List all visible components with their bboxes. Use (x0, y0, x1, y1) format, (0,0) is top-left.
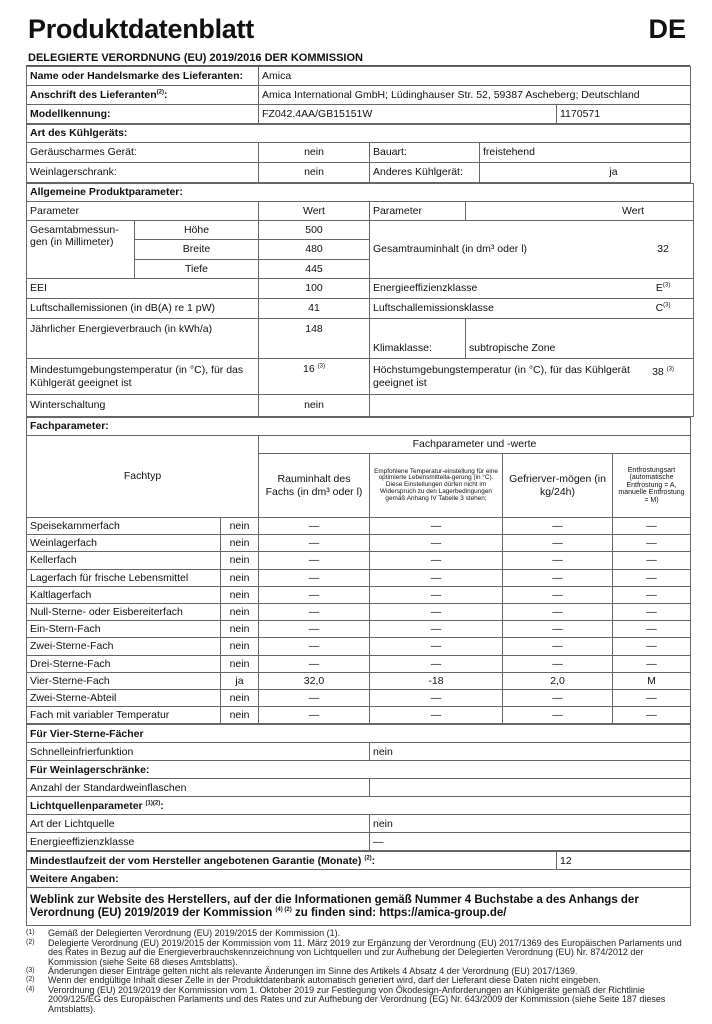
appliance-type-heading: Art des Kühlgeräts: (27, 125, 691, 143)
compartment-temperature: — (370, 689, 503, 706)
compartment-row (27, 689, 691, 706)
compartment-freezing: — (503, 638, 613, 655)
compartment-name: Kellerfach (27, 552, 221, 569)
compartment-present: nein (221, 603, 259, 620)
dimensions-label: Gesamtabmessun-gen (in Millimeter) (27, 221, 135, 279)
compartment-volume: — (259, 586, 370, 603)
freezing-capacity-header: Gefrierver-mögen (in kg/24h) (503, 454, 613, 518)
compartment-freezing: — (503, 535, 613, 552)
winter-switch-label: Winterschaltung (27, 395, 259, 417)
footnote (26, 939, 690, 967)
volume-value: 32 (657, 243, 669, 256)
compartment-freezing: — (503, 518, 613, 535)
warranty-value: 12 (557, 852, 691, 870)
compartment-temperature: — (370, 638, 503, 655)
max-temp-label: Höchstumgebungstemperatur (in °C), für das Kühlgerät geeignet ist (373, 364, 630, 389)
supplier-name: Amica (259, 67, 691, 86)
min-temp-label: Mindestumgebungstemperatur (in °C), für das Kühlgerät geeignet ist (27, 359, 259, 395)
compartment-row (27, 655, 691, 672)
compartment-freezing: 2,0 (503, 672, 613, 689)
compartment-name: Drei-Sterne-Fach (27, 655, 221, 672)
other-appliance-value: ja (480, 163, 691, 183)
design-value: freistehend (480, 143, 691, 163)
supplier-table (26, 66, 691, 124)
compartment-present: nein (221, 586, 259, 603)
light-class-label: Energieeffizienzklasse (27, 833, 370, 851)
manufacturer-weblink: Weblink zur Website des Herstellers, auf der die Informationen gemäß Nummer 4 Buchstabe a des Anhangs der Verordnung (EU) 2019/2019 der Kommission $^{(4) (2)}$ zu finden sind: https://amica-group.de/ (27, 888, 691, 926)
compartment-temperature: -18 (370, 672, 503, 689)
max-temp-value: 38 $^{(3)}$ (652, 366, 675, 379)
compartment-defrost: — (613, 518, 691, 535)
compartment-volume: — (259, 621, 370, 638)
compartment-volume: — (259, 707, 370, 724)
compartment-freezing: — (503, 707, 613, 724)
noise-label: Luftschallemissionen (in dB(A) re 1 pW) (27, 299, 259, 319)
footnote-text: Delegierte Verordnung (EU) 2019/2015 der Kommission vom 11. März 2019 zur Ergänzung der Verordnung (EU) 2017/1369 des Europäischen Parlaments und des Rates in Bezug auf die Energieverbrauchskennzeichnung von Lichtquellen und zur Aufhebung der Delegierten Verordnung (EU) Nr. 874/2012 der Kommission (siehe Seite 68 dieses Amtsblatts). (48, 937, 682, 967)
light-type-label: Art der Lichtquelle (27, 815, 370, 833)
compartment-present: nein (221, 621, 259, 638)
compartment-freezing: — (503, 569, 613, 586)
compartment-temperature: — (370, 707, 503, 724)
compartment-row (27, 518, 691, 535)
compartment-temperature: — (370, 552, 503, 569)
warranty-table (26, 851, 691, 926)
other-appliance-label: Anderes Kühlgerät: (370, 163, 480, 183)
compartment-volume: — (259, 552, 370, 569)
compartment-defrost: — (613, 621, 691, 638)
compartment-row (27, 672, 691, 689)
additional-parameters-table (26, 724, 691, 851)
footnote-text: Verordnung (EU) 2019/2019 der Kommission vom 1. Oktober 2019 zur Festlegung von Ökodesign-Anforderungen an Kühlgeräte gemäß der Richtlinie 2009/125/EG des Europäischen Parlaments und des Rates und zur Aufhebung der Verordnung (EG) Nr. 643/2009 der Kommission (siehe Seite 187 dieses Amtsblatts). (48, 984, 666, 1014)
warranty-label: Mindestlaufzeit der vom Hersteller angebotenen Garantie (Monate) $^{(2)}$: (27, 852, 557, 870)
depth-value: 445 (259, 259, 370, 278)
compartment-name: Null-Sterne- oder Eisbereiterfach (27, 603, 221, 620)
compartment-volume: — (259, 638, 370, 655)
compartment-defrost: — (613, 569, 691, 586)
footnotes (26, 929, 690, 1014)
compartment-row (27, 552, 691, 569)
compartment-temperature: — (370, 518, 503, 535)
energy-consumption-label: Jährlicher Energieverbrauch (in kWh/a) (27, 319, 259, 359)
compartment-temperature: — (370, 586, 503, 603)
supplier-address-label: Anschrift des Lieferanten$^{(2)}$: (27, 86, 259, 105)
compartment-row (27, 569, 691, 586)
compartment-row (27, 638, 691, 655)
header (26, 0, 690, 50)
volume-header: Rauminhalt des Fachs (in dm³ oder l) (259, 454, 370, 518)
compartment-name: Ein-Stern-Fach (27, 621, 221, 638)
compartment-defrost: — (613, 586, 691, 603)
compartment-row (27, 586, 691, 603)
footnote-number: (4) (26, 985, 35, 993)
compartment-name: Zwei-Sterne-Fach (27, 638, 221, 655)
compartment-name: Vier-Sterne-Fach (27, 672, 221, 689)
compartment-present: nein (221, 689, 259, 706)
compartment-freezing: — (503, 689, 613, 706)
compartment-temperature: — (370, 603, 503, 620)
energy-class-value: $E^{(3)}$ (655, 282, 671, 295)
noise-value: 41 (259, 299, 370, 319)
compartment-freezing: — (503, 621, 613, 638)
compartment-temperature: — (370, 569, 503, 586)
compartment-name: Speisekammerfach (27, 518, 221, 535)
design-label: Bauart: (370, 143, 480, 163)
light-type-value: nein (370, 815, 691, 833)
quick-freeze-label: Schnelleinfrierfunktion (27, 743, 370, 761)
compartment-present: nein (221, 655, 259, 672)
language-code: DE (648, 14, 686, 44)
quick-freeze-value: nein (370, 743, 691, 761)
compartment-present: ja (221, 672, 259, 689)
light-class-value: — (370, 833, 691, 851)
winter-switch-value: nein (259, 395, 370, 417)
noise-class-label: Luftschallemissionsklasse (373, 302, 494, 315)
supplier-name-label: Name oder Handelsmarke des Lieferanten: (27, 67, 259, 86)
height-label: Höhe (135, 221, 259, 240)
compartment-volume: — (259, 518, 370, 535)
min-temp-value: 16 $^{(3)}$ (259, 359, 370, 395)
width-value: 480 (259, 240, 370, 259)
compartment-name: Lagerfach für frische Lebensmittel (27, 569, 221, 586)
footnote-text: Gemäß der Delegierten Verordnung (EU) 2019/2015 der Kommission (1). (48, 928, 341, 939)
compartment-parameters-heading: Fachparameter: (27, 418, 691, 436)
compartment-row (27, 707, 691, 724)
compartment-values-header: Fachparameter und -werte (259, 436, 691, 454)
compartment-type-header: Fachtyp (27, 436, 259, 518)
temperature-header: Empfohlene Temperatur-einstellung für eine optimierte Lebensmittella-gerung (in °C). Diese Einstellungen dürfen nicht im Widerspruch zu den Lagerbedingungen gemäß Anhang IV Tabelle 3 stehen; (370, 454, 503, 518)
energy-consumption-value: 148 (259, 319, 370, 359)
compartment-present: nein (221, 535, 259, 552)
compartment-freezing: — (503, 603, 613, 620)
width-label: Breite (135, 240, 259, 259)
wine-bottles-label: Anzahl der Standardweinflaschen (27, 779, 370, 797)
value-header: Wert (259, 202, 370, 221)
compartment-name: Zwei-Sterne-Abteil (27, 689, 221, 706)
compartment-defrost: M (613, 672, 691, 689)
footnote (26, 986, 690, 1014)
compartment-temperature: — (370, 655, 503, 672)
general-parameters-table (26, 183, 694, 417)
compartment-freezing: — (503, 552, 613, 569)
compartment-freezing: — (503, 655, 613, 672)
compartment-freezing: — (503, 586, 613, 603)
footnote-number: (2) (26, 976, 35, 984)
compartment-defrost: — (613, 603, 691, 620)
compartment-present: nein (221, 638, 259, 655)
model-label: Modellkennung: (27, 105, 259, 124)
compartment-row (27, 621, 691, 638)
model-number: 1170571 (557, 105, 691, 124)
compartment-name: Kaltlagerfach (27, 586, 221, 603)
compartment-volume: 32,0 (259, 672, 370, 689)
eei-label: EEI (27, 279, 259, 299)
parameter-header: Parameter (27, 202, 259, 221)
general-parameters-heading: Allgemeine Produktparameter: (27, 184, 694, 202)
four-star-heading: Für Vier-Sterne-Fächer (27, 725, 691, 743)
compartment-present: nein (221, 707, 259, 724)
compartment-defrost: — (613, 689, 691, 706)
appliance-type-table (26, 124, 691, 183)
low-noise-value: nein (259, 143, 370, 163)
compartment-temperature: — (370, 535, 503, 552)
wine-bottles-value (370, 779, 691, 797)
compartment-defrost: — (613, 535, 691, 552)
defrost-type-header: Entfrostungsart (automatische Entfrostung = A, manuelle Entfrostung = M) (613, 454, 691, 518)
compartment-volume: — (259, 569, 370, 586)
footnote-text: Änderungen dieser Einträge gelten nicht als relevante Änderungen im Sinne des Artikels 4 Absatz 4 der Verordnung (EU) 2017/1369. (48, 966, 578, 976)
parameter-header-right: Parameter (370, 202, 466, 221)
energy-class-label: Energieeffizienzklasse (373, 282, 478, 295)
compartment-defrost: — (613, 638, 691, 655)
compartment-defrost: — (613, 655, 691, 672)
eei-value: 100 (259, 279, 370, 299)
compartment-defrost: — (613, 552, 691, 569)
footnote-number: (1) (26, 929, 35, 937)
compartment-present: nein (221, 569, 259, 586)
compartment-volume: — (259, 603, 370, 620)
height-value: 500 (259, 221, 370, 240)
compartment-row (27, 535, 691, 552)
noise-class-value: $C^{(3)}$ (655, 302, 671, 315)
further-info-heading: Weitere Angaben: (27, 870, 691, 888)
depth-label: Tiefe (135, 259, 259, 278)
footnote-number: (3) (26, 967, 35, 974)
compartment-present: nein (221, 552, 259, 569)
model-id: FZ042.4AA/GB15151W (259, 105, 557, 124)
compartment-parameters-table (26, 417, 691, 724)
low-noise-label: Geräuscharmes Gerät: (27, 143, 259, 163)
volume-cell (370, 221, 694, 279)
compartment-present: nein (221, 518, 259, 535)
compartment-name: Fach mit variabler Temperatur (27, 707, 221, 724)
compartment-volume: — (259, 655, 370, 672)
supplier-address: Amica International GmbH; Lüdinghauser Str. 52, 59387 Ascheberg; Deutschland (259, 86, 691, 105)
footnote-text: Wenn der endgültige Inhalt dieser Zelle in der Produktdatenbank automatisch generiert wird, darf der Lieferant diese Daten nicht eingeben. (48, 975, 601, 986)
compartment-volume: — (259, 535, 370, 552)
wine-cabinet-label: Weinlagerschrank: (27, 163, 259, 183)
regulation-subtitle: DELEGIERTE VERORDNUNG (EU) 2019/2016 DER KOMMISSION (26, 50, 690, 66)
compartment-row (27, 603, 691, 620)
climate-class-label: Klimaklasse: (370, 319, 466, 359)
compartment-temperature: — (370, 621, 503, 638)
light-source-heading: Lichtquellenparameter $^{(1)(2)}$: (27, 797, 691, 815)
page-title: Produktdatenblatt (28, 14, 254, 44)
compartment-name: Weinlagerfach (27, 535, 221, 552)
wine-cabinet-heading: Für Weinlagerschränke: (27, 761, 691, 779)
wine-cabinet-value: nein (259, 163, 370, 183)
volume-label: Gesamtrauminhalt (in dm³ oder l) (373, 243, 528, 256)
compartment-volume: — (259, 689, 370, 706)
compartment-defrost: — (613, 707, 691, 724)
compartment-rows (27, 518, 691, 724)
climate-class-value: subtropische Zone (466, 319, 694, 359)
footnote-number: (2) (26, 938, 35, 946)
value-header-right: Wert (466, 202, 694, 221)
